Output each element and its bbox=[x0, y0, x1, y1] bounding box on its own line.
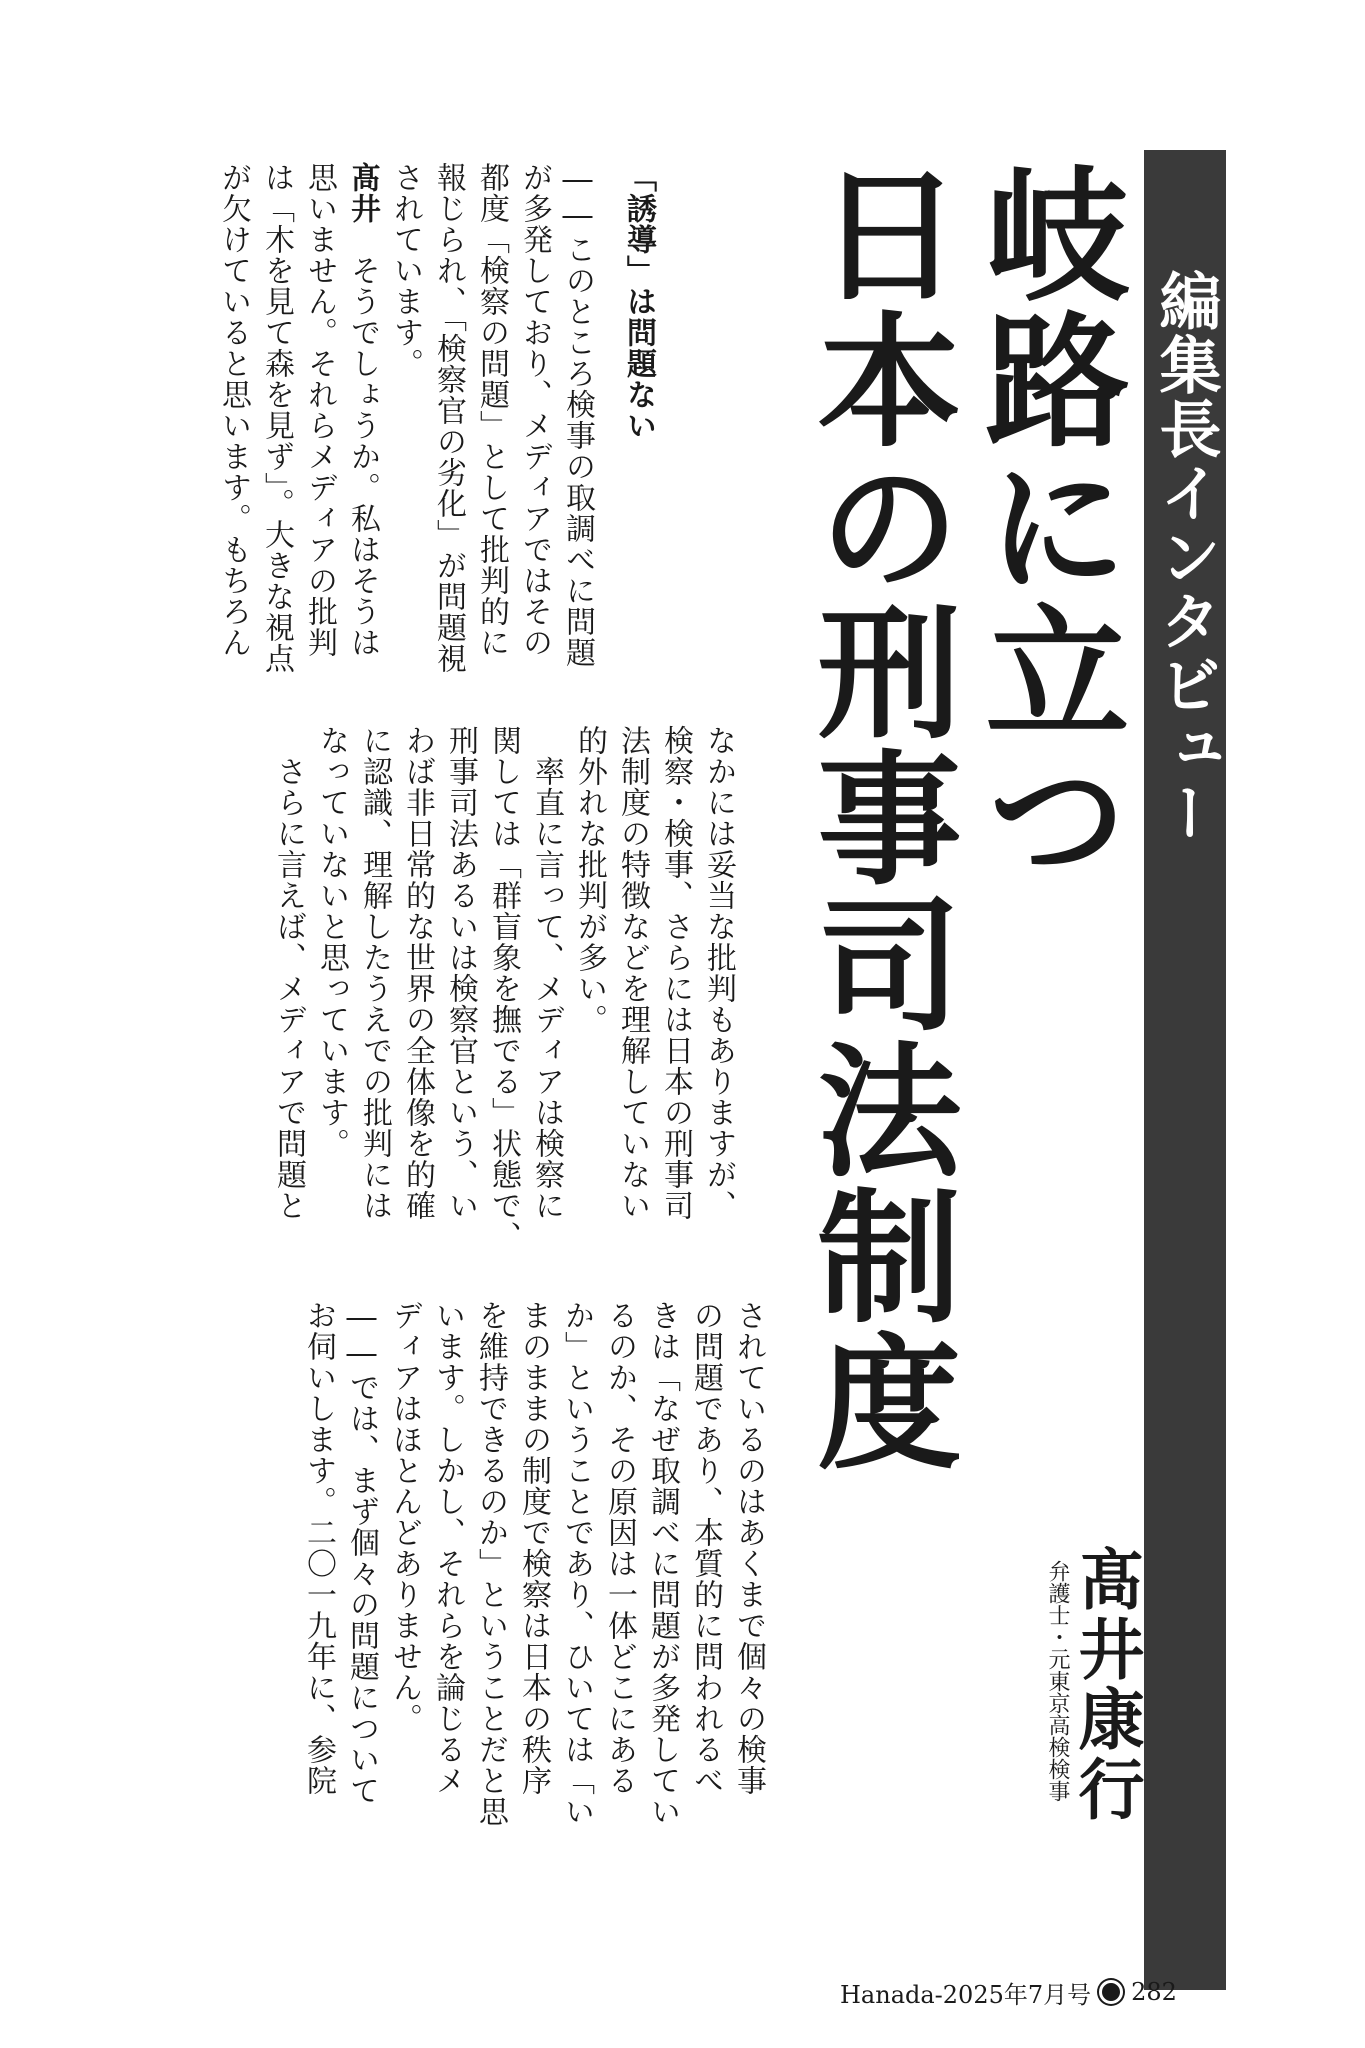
answer-line: は「木を見て森を見ず」。大きな視点 bbox=[259, 162, 294, 674]
body-line: ――では、まず個々の問題について bbox=[344, 1300, 379, 1806]
body-line: お伺いします。二〇一九年に、参院 bbox=[301, 1300, 336, 1796]
body-line: に認識、理解したうえでの批判には bbox=[357, 725, 392, 1221]
body-line: 刑事司法あるいは検察官という、い bbox=[443, 725, 478, 1221]
question-line: 都度「検察の問題」として批判的に bbox=[474, 162, 509, 658]
page-footer bbox=[840, 1972, 1177, 2012]
author-name: 髙井康行 bbox=[1067, 1545, 1144, 1825]
author-role: 弁護士・元東京高検検事 bbox=[1045, 1560, 1070, 1802]
page-number: 282 bbox=[1131, 1978, 1177, 2006]
body-line: います。しかし、それらを論じるメ bbox=[430, 1300, 465, 1796]
answer-line: が欠けていると思います。もちろん bbox=[216, 162, 251, 658]
body-line: 関しては「群盲象を撫でる」状態で、 bbox=[486, 725, 521, 1252]
magazine-issue: Hanada-2025年7月号 bbox=[840, 1980, 1092, 2009]
body-line: まのままの制度で検察は日本の秩序 bbox=[516, 1300, 551, 1796]
bullet-icon bbox=[1099, 1980, 1123, 2004]
column-top bbox=[180, 162, 660, 722]
body-line: か」ということであり、ひいては「い bbox=[559, 1300, 594, 1827]
section-label: 編集長インタビュー bbox=[1149, 269, 1222, 845]
body-line: されているのはあくまで個々の検事 bbox=[731, 1300, 766, 1796]
body-line: ディアはほとんどありません。 bbox=[387, 1300, 422, 1734]
body-line: さらに言えば、メディアで問題と bbox=[271, 725, 306, 1221]
question-line: が多発しており、メディアではその bbox=[517, 162, 552, 658]
headline-line-1: 岐路に立つ bbox=[962, 160, 1130, 890]
body-line: 法制度の特徴などを理解していない bbox=[615, 725, 650, 1221]
body-line: なっていないと思っています。 bbox=[314, 725, 349, 1159]
body-line: 検察・検事、さらには日本の刑事司 bbox=[658, 725, 693, 1221]
column-bottom bbox=[180, 1300, 770, 1860]
answer-text: そうでしょうか。私はそうは bbox=[345, 224, 380, 658]
answer-line: 思いません。それらメディアの批判 bbox=[302, 162, 337, 658]
column-middle bbox=[180, 725, 740, 1285]
body-line: を維持できるのか」ということだと思 bbox=[473, 1300, 508, 1827]
question-line: されています。 bbox=[388, 162, 423, 379]
body-line: なかには妥当な批判もありますが、 bbox=[701, 725, 736, 1221]
question-line: 報じられ、「検察官の劣化」が問題視 bbox=[431, 162, 466, 674]
body-line: 的外れな批判が多い。 bbox=[572, 725, 607, 1035]
answer-first-line bbox=[341, 162, 384, 722]
body-line: わば非日常的な世界の全体像を的確 bbox=[400, 725, 435, 1221]
headline-line-2: 日本の刑事司法制度 bbox=[794, 160, 962, 1474]
speaker-name: 髙井 bbox=[345, 162, 380, 224]
headline bbox=[790, 160, 1130, 1630]
question-line: ――このところ検事の取調べに問題 bbox=[560, 162, 595, 668]
body-line: きは「なぜ取調べに問題が多発してい bbox=[645, 1300, 680, 1827]
subheading: 「誘導」は問題ない bbox=[621, 162, 656, 441]
body-line: の問題であり、本質的に問われるべ bbox=[688, 1300, 723, 1796]
body-line: 率直に言って、メディアは検察に bbox=[529, 725, 564, 1221]
body-line: るのか、その原因は一体どこにある bbox=[602, 1300, 637, 1796]
